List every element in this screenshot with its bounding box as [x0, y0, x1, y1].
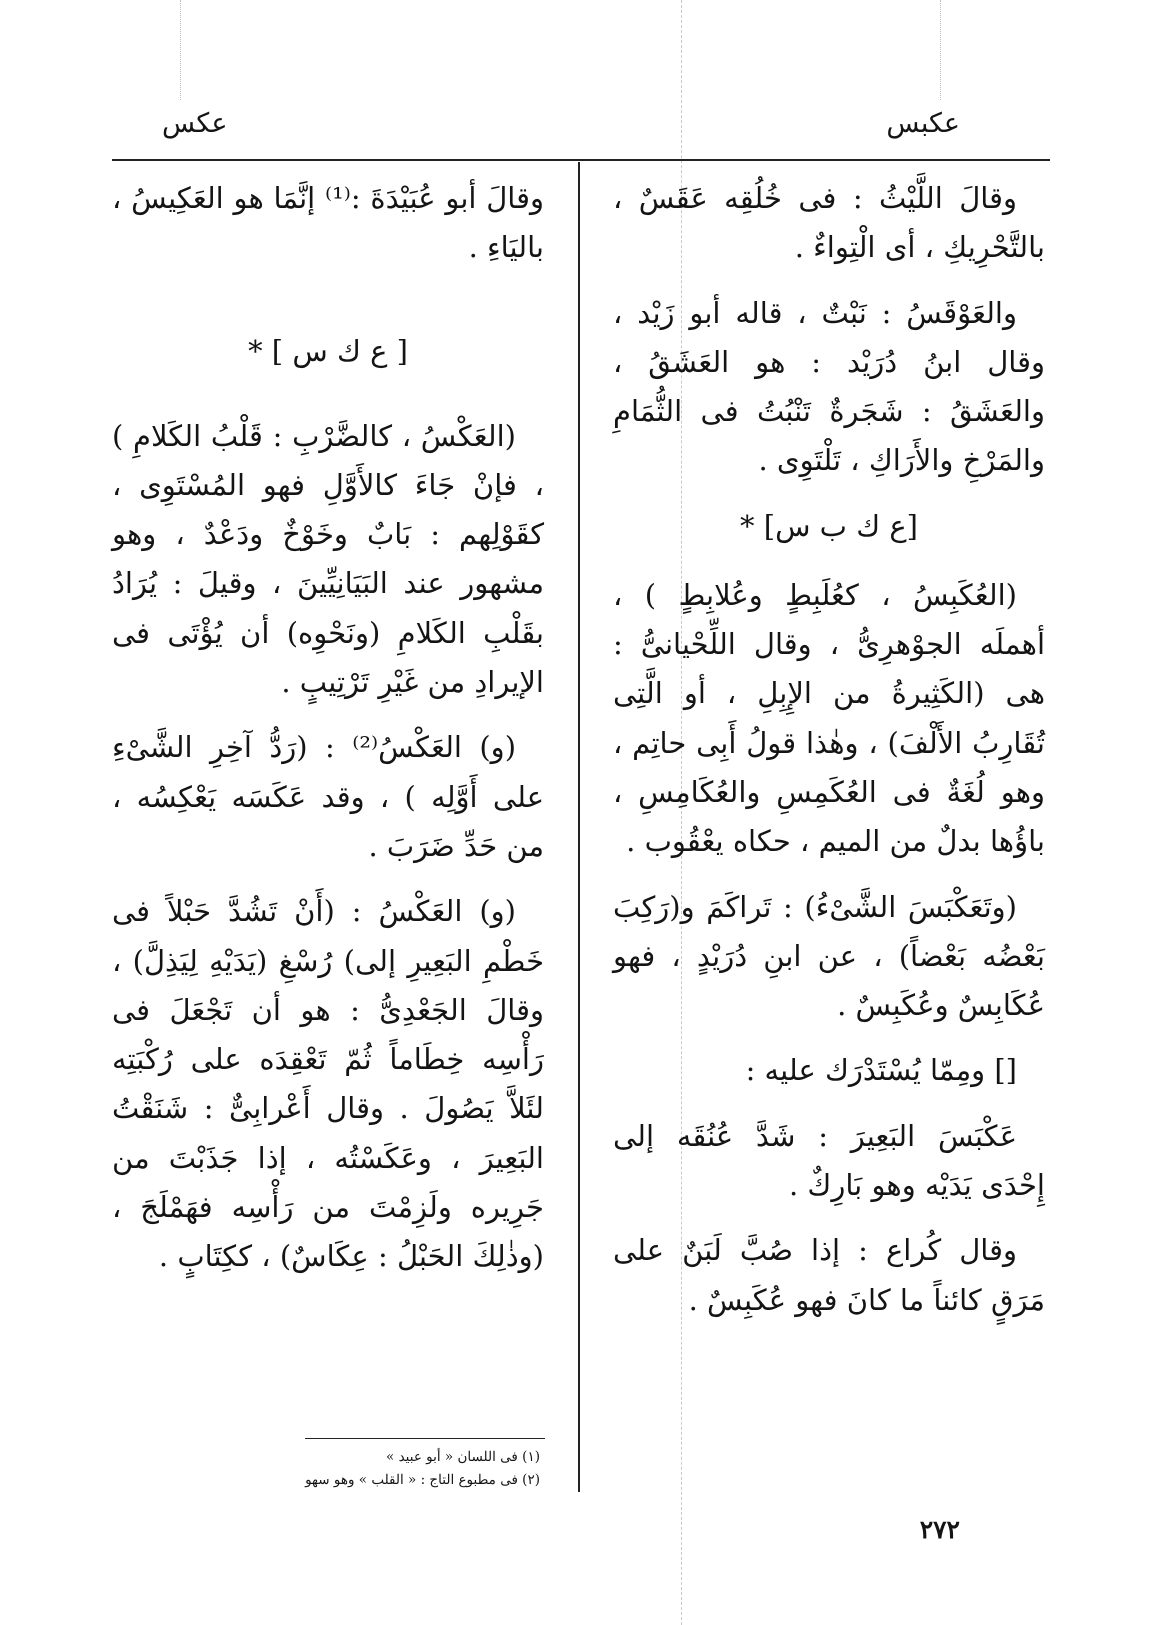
paragraph: (و) العَكْسُ⁽²⁾ : (رَدُّ آخِرِ الشَّىْءِ على أَوَّلِه ) ، وقد عَكَسَه يَعْكِسُه ، من حَدِّ ضَرَبَ . — [112, 730, 544, 863]
footnotes — [305, 1446, 540, 1492]
running-head-right: عكبس — [886, 108, 960, 139]
scan-dot-marks — [180, 0, 187, 100]
paragraph: والعَوْقَسُ : نَبْتٌ ، قاله أبو زَيْد ، وقال ابنُ دُرَيْد : هو العَشَقُ ، والعَشَقُ : شَجَرةٌ تَنْبُتُ فى الثُّمَامِ والمَرْخِ والأَرَاكِ ، تَلْتَوِى . — [613, 295, 1045, 478]
left-column — [112, 174, 544, 1298]
paragraph: وقالَ اللَّيْثُ : فى خُلُقِه عَقَسٌ ، بالتَّحْرِيكِ ، أى الْتِواءٌ . — [613, 181, 1045, 265]
paragraph: (و) العَكْسُ : (أَنْ تَشُدَّ حَبْلاً فى خَطْمِ البَعِيرِ إلى) رُسْغِ (يَدَيْهِ لِيَذِلَّ) ، وقالَ الجَعْدِىُّ : هو أن تَجْعَلَ فى رَأْسِه خِطَاماً ثُمّ تَعْقِدَه على رُكْبَتِه لئَلاَّ يَصُولَ . وقال أَعْرابِىٌّ : شَنَقْتُ البَعِيرَ ، وعَكَسْتُه ، إذا جَذَبْتَ من جَرِيره ولَزِمْتَ من رَأْسِه فهَمْلَجَ ، (وذٰلِكَ الحَبْلُ : عِكَاسٌ) ، ككِتَابٍ . — [112, 894, 544, 1274]
right-column — [613, 174, 1045, 1341]
footnote-rule — [305, 1438, 545, 1439]
footnote: (١) فى اللسان « أبو عبيد » — [386, 1449, 540, 1465]
running-head-left: عكس — [162, 108, 228, 139]
footnote: (٢) فى مطبوع التاج : « القلب » وهو سهو — [305, 1472, 540, 1488]
paragraph: (وتَعَكْبَسَ الشَّىْءُ) : تَراكَمَ و(رَكِبَ بَعْضُه بَعْضاً) ، عن ابنِ دُرَيْدٍ ، فهو عُكَابِسٌ وعُكَبِسٌ . — [613, 889, 1045, 1023]
paragraph: (العُكَبِسُ ، كعُلَبِطٍ وعُلابِطٍ ) ، أهملَه الجوْهرِىُّ ، وقال اللِّحْيانىُّ : هى (الكَثِيرةُ من الإِبِلِ ، أو الَّتِى تُقَارِبُ الأَلْفَ) ، وهٰذا قولُ أَبِى حاتِم ، وهو لُغَةٌ فى العُكَمِسِ والعُكَامِسِ ، باؤُها بدلٌ من الميم ، حكاه يعْقُوب . — [613, 577, 1045, 859]
column-divider — [578, 162, 580, 1492]
paragraph: وقالَ أبو عُبَيْدَةَ :⁽¹⁾ إنَّمَا هو العَكِيسُ ، باليَاءِ . — [112, 181, 544, 265]
paragraph: [] ومِمّا يُسْتَدْرَك عليه : — [745, 1053, 1017, 1088]
entry-heading: [ ع ك س ] * — [248, 333, 408, 368]
paragraph: وقال كُراع : إذا صُبَّ لَبَنٌ على مَرَقٍ كائناً ما كانَ فهو عُكَبِسٌ . — [613, 1233, 1045, 1317]
header-rule — [112, 159, 1050, 161]
page-number: ٢٧٢ — [919, 1515, 960, 1544]
entry-heading: [ع ك ب س] * — [740, 508, 918, 543]
paragraph: عَكْبَسَ البَعِيرَ : شَدَّ عُنُقَه إلى إِحْدَى يَدَيْه وهو بَارِكٌ . — [613, 1118, 1045, 1203]
scan-dot-marks — [940, 0, 947, 100]
paragraph: (العَكْسُ ، كالضَّرْبِ : قَلْبُ الكَلامِ ) ، فإنْ جَاءَ كالأَوَّلِ فهو المُسْتَوِى ، كقَوْلِهم : بَابٌ وخَوْخٌ ودَعْدٌ ، وهو مشهور عند البَيَانِيِّينَ ، وقيلَ : يُرَادُ بقَلْبِ الكَلامِ (ونَحْوِه) أن يُؤْتَى فى الإيرادِ من غَيْرِ تَرْتِيبٍ . — [112, 418, 544, 700]
